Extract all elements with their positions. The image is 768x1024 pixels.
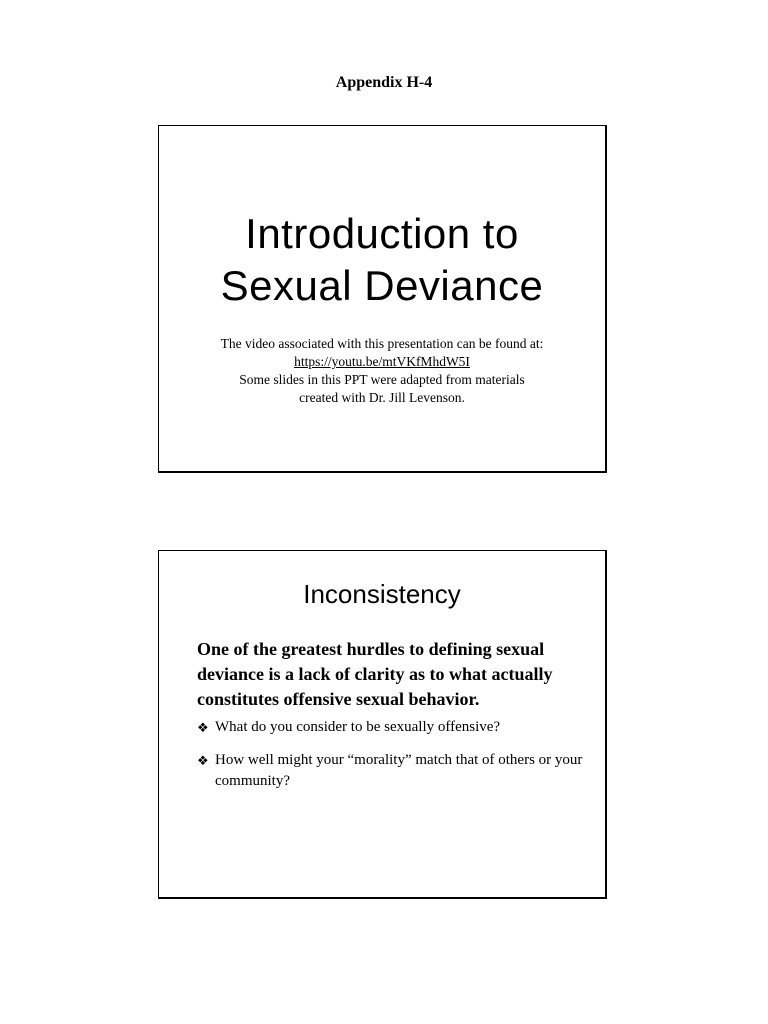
subtitle-line-4: created with Dr. Jill Levenson. <box>299 390 465 405</box>
bullet-list <box>197 717 597 804</box>
slide-title-line-1: Introduction to <box>245 210 519 257</box>
slide-body-text: One of the greatest hurdles to defining sexual deviance is a lack of clarity as to what actually constitutes offensive sexual behavior. <box>197 639 553 709</box>
bullet-text: How well might your “morality” match that of others or your community? <box>215 752 583 789</box>
subtitle-line-1: The video associated with this presentation can be found at: <box>220 336 544 351</box>
bullet-item <box>197 717 597 738</box>
video-link[interactable]: https://youtu.be/mtVKfMhdW5I <box>294 354 470 369</box>
slide-inconsistency <box>158 550 607 899</box>
slide-title: Inconsistency <box>303 579 461 609</box>
bullet-text: What do you consider to be sexually offensive? <box>215 719 501 735</box>
diamond-icon: ❖ <box>197 753 209 768</box>
subtitle-line-3: Some slides in this PPT were adapted from materials <box>239 372 525 387</box>
slide-subtitle <box>159 335 605 407</box>
slide-title-line-2: Sexual Deviance <box>220 262 544 309</box>
slide-introduction <box>158 125 607 473</box>
slide-title <box>159 208 605 312</box>
diamond-icon: ❖ <box>197 720 209 735</box>
appendix-label: Appendix H-4 <box>335 74 433 91</box>
bullet-item <box>197 750 597 792</box>
